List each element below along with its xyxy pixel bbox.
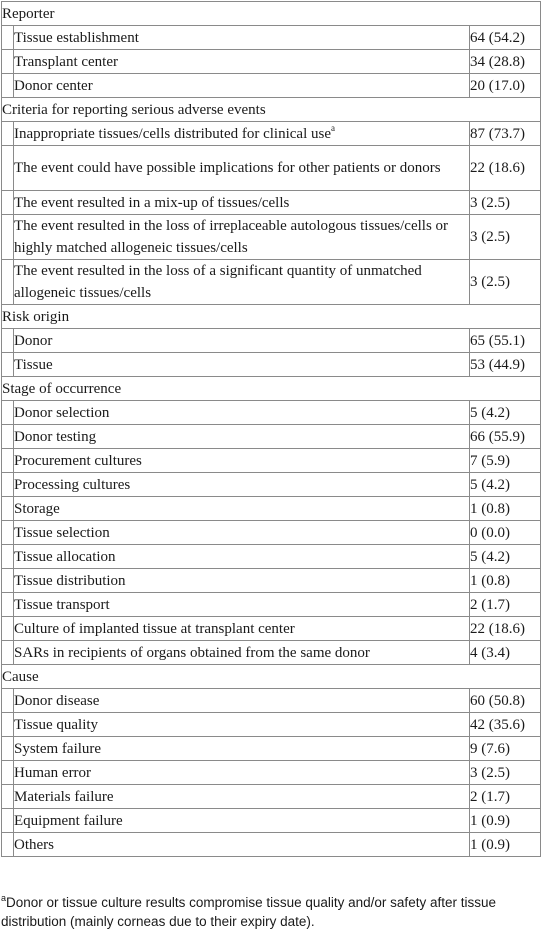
row-indent: [2, 641, 14, 665]
row-label: [14, 449, 470, 473]
row-indent: [2, 593, 14, 617]
row-indent: [2, 785, 14, 809]
row-value: 3 (2.5): [470, 761, 541, 785]
row-indent: [2, 74, 14, 98]
table-row: [2, 833, 541, 857]
row-value: 5 (4.2): [470, 473, 541, 497]
table-row: [2, 521, 541, 545]
row-label-text: Donor: [14, 332, 53, 349]
table-row: [2, 545, 541, 569]
row-label: [14, 74, 470, 98]
table-row: [2, 50, 541, 74]
row-value: 2 (1.7): [470, 785, 541, 809]
row-label-text: Equipment failure: [14, 812, 123, 829]
row-label-text: Donor selection: [14, 404, 110, 421]
table-row: [2, 215, 541, 260]
row-indent: [2, 26, 14, 50]
row-value: 22 (18.6): [470, 146, 541, 191]
row-indent: [2, 761, 14, 785]
row-label-text: Storage: [14, 500, 60, 517]
table-body: [2, 2, 541, 857]
section-title: Risk origin: [2, 305, 541, 329]
row-label: [14, 353, 470, 377]
section-title: Stage of occurrence: [2, 377, 541, 401]
row-indent: [2, 425, 14, 449]
section-title: Criteria for reporting serious adverse events: [2, 98, 541, 122]
row-label-text: Tissue distribution: [14, 572, 126, 589]
row-label-text: Tissue transport: [14, 596, 110, 613]
row-label: [14, 617, 470, 641]
row-value: 3 (2.5): [470, 191, 541, 215]
row-value: 42 (35.6): [470, 713, 541, 737]
row-label: [14, 809, 470, 833]
section-title: Cause: [2, 665, 541, 689]
row-value: 9 (7.6): [470, 737, 541, 761]
row-label: [14, 146, 470, 191]
table-row: [2, 713, 541, 737]
row-label-text: Culture of implanted tissue at transplant center: [14, 620, 295, 637]
row-indent: [2, 833, 14, 857]
row-value: 66 (55.9): [470, 425, 541, 449]
row-value: 1 (0.9): [470, 833, 541, 857]
row-indent: [2, 809, 14, 833]
table-row: [2, 122, 541, 146]
table-row: [2, 785, 541, 809]
table-row: [2, 401, 541, 425]
row-label: [14, 761, 470, 785]
row-indent: [2, 617, 14, 641]
row-label-text: Others: [14, 836, 54, 853]
row-label: [14, 497, 470, 521]
row-label: [14, 833, 470, 857]
row-label-text: Materials failure: [14, 788, 114, 805]
row-label-text: Donor testing: [14, 428, 97, 445]
footnote-text: Donor or tissue culture results compromise tissue quality and/or safety after tissue distribution (mainly corneas due to their expiry date).: [1, 895, 496, 929]
row-label-text: The event could have possible implications for other patients or donors: [14, 160, 441, 176]
row-value: 5 (4.2): [470, 545, 541, 569]
row-label: [14, 329, 470, 353]
footnote-ref: a: [331, 122, 335, 133]
row-indent: [2, 122, 14, 146]
row-value: 1 (0.9): [470, 809, 541, 833]
row-label: [14, 425, 470, 449]
table-row: [2, 641, 541, 665]
row-indent: [2, 713, 14, 737]
row-label: [14, 545, 470, 569]
row-label: [14, 569, 470, 593]
row-label: [14, 593, 470, 617]
row-value: 7 (5.9): [470, 449, 541, 473]
row-label-text: Tissue quality: [14, 716, 99, 733]
row-label: [14, 473, 470, 497]
row-indent: [2, 215, 14, 260]
table-row: [2, 569, 541, 593]
row-indent: [2, 146, 14, 191]
row-indent: [2, 191, 14, 215]
row-value: 3 (2.5): [470, 260, 541, 305]
table-row: [2, 329, 541, 353]
row-label-text: Procurement cultures: [14, 452, 142, 469]
row-value: 60 (50.8): [470, 689, 541, 713]
row-label-text: Tissue establishment: [14, 29, 139, 46]
row-label: [14, 260, 470, 305]
section-header-row: [2, 665, 541, 689]
row-label-text: System failure: [14, 740, 102, 757]
row-indent: [2, 329, 14, 353]
table-row: [2, 191, 541, 215]
table-row: [2, 617, 541, 641]
row-label-text: Inappropriate tissues/cells distributed for clinical use: [14, 125, 331, 142]
row-label: [14, 713, 470, 737]
row-label-text: Tissue selection: [14, 524, 110, 541]
table-row: [2, 146, 541, 191]
row-value: 20 (17.0): [470, 74, 541, 98]
table-footnote: [1, 893, 541, 931]
table-row: [2, 353, 541, 377]
row-value: 1 (0.8): [470, 497, 541, 521]
table-row: [2, 593, 541, 617]
row-indent: [2, 50, 14, 74]
row-indent: [2, 569, 14, 593]
row-value: 64 (54.2): [470, 26, 541, 50]
row-value: 1 (0.8): [470, 569, 541, 593]
row-indent: [2, 521, 14, 545]
table-row: [2, 809, 541, 833]
adverse-events-table: [1, 1, 541, 857]
row-indent: [2, 449, 14, 473]
row-label: [14, 737, 470, 761]
row-indent: [2, 689, 14, 713]
row-indent: [2, 353, 14, 377]
table-row: [2, 26, 541, 50]
row-label: [14, 785, 470, 809]
row-label-text: Processing cultures: [14, 476, 131, 493]
row-indent: [2, 497, 14, 521]
row-label-text: The event resulted in a mix-up of tissues/cells: [14, 194, 290, 211]
row-value: 0 (0.0): [470, 521, 541, 545]
row-value: 2 (1.7): [470, 593, 541, 617]
row-indent: [2, 473, 14, 497]
row-label: [14, 50, 470, 74]
footnote-marker: a: [1, 892, 7, 903]
table-row: [2, 689, 541, 713]
table-row: [2, 74, 541, 98]
table-row: [2, 260, 541, 305]
table-row: [2, 761, 541, 785]
row-value: 22 (18.6): [470, 617, 541, 641]
row-label: [14, 689, 470, 713]
table-row: [2, 737, 541, 761]
row-value: 87 (73.7): [470, 122, 541, 146]
table-row: [2, 497, 541, 521]
row-label-text: Transplant center: [14, 53, 119, 70]
section-header-row: [2, 98, 541, 122]
row-label-text: SARs in recipients of organs obtained from the same donor: [14, 644, 370, 661]
row-indent: [2, 260, 14, 305]
table-row: [2, 473, 541, 497]
row-label-text: Tissue allocation: [14, 548, 116, 565]
row-label: [14, 215, 470, 260]
section-title: Reporter: [2, 2, 541, 26]
section-header-row: [2, 377, 541, 401]
row-label-text: Tissue: [14, 356, 53, 373]
row-label: [14, 26, 470, 50]
row-indent: [2, 545, 14, 569]
row-value: 34 (28.8): [470, 50, 541, 74]
row-label: [14, 401, 470, 425]
row-label: [14, 191, 470, 215]
section-header-row: [2, 2, 541, 26]
row-label: [14, 521, 470, 545]
row-indent: [2, 401, 14, 425]
section-header-row: [2, 305, 541, 329]
row-label-text: Human error: [14, 764, 92, 781]
row-value: 5 (4.2): [470, 401, 541, 425]
row-label-text: Donor disease: [14, 692, 100, 709]
row-value: 4 (3.4): [470, 641, 541, 665]
table-row: [2, 449, 541, 473]
row-label-text: The event resulted in the loss of a significant quantity of unmatched allogeneic tissues/cells: [14, 263, 422, 301]
row-value: 3 (2.5): [470, 215, 541, 260]
table-row: [2, 425, 541, 449]
row-label-text: Donor center: [14, 77, 93, 94]
row-value: 53 (44.9): [470, 353, 541, 377]
row-indent: [2, 737, 14, 761]
row-value: 65 (55.1): [470, 329, 541, 353]
row-label: [14, 641, 470, 665]
row-label-text: The event resulted in the loss of irreplaceable autologous tissues/cells or highly matched allogeneic tissues/cells: [14, 218, 449, 256]
row-label: [14, 122, 470, 146]
